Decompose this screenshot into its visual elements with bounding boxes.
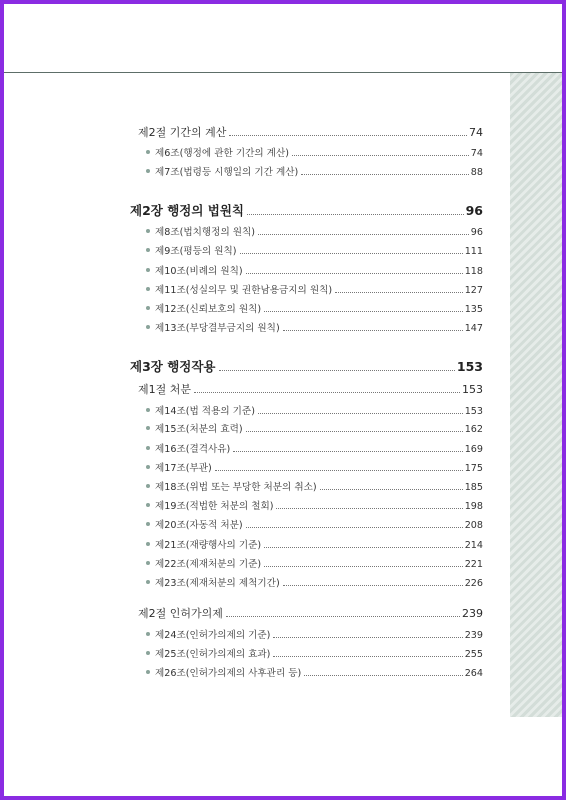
toc-entry-label bbox=[155, 145, 289, 159]
toc-entry-label bbox=[130, 201, 244, 219]
toc-entry-article[interactable] bbox=[146, 665, 483, 679]
toc-entry-article[interactable] bbox=[146, 646, 483, 660]
toc-entry-page-number: 255 bbox=[464, 649, 483, 660]
toc-entry-label bbox=[155, 164, 298, 178]
bullet-icon bbox=[146, 268, 150, 272]
toc-entry-page-number: 147 bbox=[464, 323, 483, 334]
toc-entry-label bbox=[138, 605, 223, 621]
bullet-icon bbox=[146, 287, 150, 291]
toc-entry-label bbox=[155, 263, 243, 277]
bullet-icon bbox=[146, 670, 150, 674]
toc-entry-text: 제26조(인허가의제의 사후관리 등) bbox=[155, 668, 302, 679]
toc-entry-page-number: 135 bbox=[464, 304, 483, 315]
toc-entry-chapter[interactable] bbox=[130, 357, 483, 375]
bullet-icon bbox=[146, 465, 150, 469]
toc-entry-page-number: 185 bbox=[464, 482, 483, 493]
toc-entry-label bbox=[155, 421, 243, 435]
toc-entry-section[interactable] bbox=[138, 124, 483, 140]
dot-leader bbox=[273, 637, 462, 638]
toc-entry-text: 제1절 처분 bbox=[138, 383, 191, 396]
toc-entry-label bbox=[155, 479, 317, 493]
bullet-icon bbox=[146, 325, 150, 329]
bullet-icon bbox=[146, 503, 150, 507]
toc-entry-text: 제13조(부당결부금지의 원칙) bbox=[155, 323, 280, 334]
bullet-icon bbox=[146, 561, 150, 565]
toc-entry-label bbox=[155, 498, 273, 512]
toc-entry-article[interactable] bbox=[146, 517, 483, 531]
dot-leader bbox=[229, 135, 467, 136]
toc-entry-article[interactable] bbox=[146, 145, 483, 159]
dot-leader bbox=[219, 370, 455, 371]
dot-leader bbox=[226, 616, 460, 617]
toc-entry-page-number: 153 bbox=[464, 406, 483, 417]
toc-entry-page-number: 162 bbox=[464, 424, 483, 435]
toc-entry-text: 제9조(평등의 원칙) bbox=[155, 246, 237, 257]
toc-entry-label bbox=[155, 665, 301, 679]
toc-entry-label bbox=[155, 646, 270, 660]
dot-leader bbox=[276, 508, 462, 509]
toc-entry-label bbox=[155, 537, 261, 551]
dot-leader bbox=[215, 470, 463, 471]
toc-entry-article[interactable] bbox=[146, 301, 483, 315]
toc-entry-label bbox=[155, 460, 212, 474]
toc-entry-article[interactable] bbox=[146, 263, 483, 277]
toc-entry-page-number: 221 bbox=[464, 559, 483, 570]
header-divider bbox=[4, 72, 562, 73]
dot-leader bbox=[301, 174, 469, 175]
dot-leader bbox=[246, 273, 463, 274]
toc-entry-page-number: 153 bbox=[456, 359, 483, 374]
toc-entry-page-number: 74 bbox=[470, 148, 483, 159]
toc-entry-label bbox=[130, 357, 216, 375]
toc-entry-article[interactable] bbox=[146, 479, 483, 493]
bullet-icon bbox=[146, 150, 150, 154]
bullet-icon bbox=[146, 484, 150, 488]
toc-entry-text: 제24조(인허가의제의 기준) bbox=[155, 630, 271, 641]
toc-entry-page-number: 264 bbox=[464, 668, 483, 679]
bullet-icon bbox=[146, 651, 150, 655]
toc-entry-chapter[interactable] bbox=[130, 201, 483, 219]
toc-entry-section[interactable] bbox=[138, 605, 483, 621]
toc-entry-label bbox=[155, 224, 255, 238]
dot-leader bbox=[246, 527, 463, 528]
dot-leader bbox=[320, 489, 463, 490]
toc-entry-page-number: 111 bbox=[464, 246, 483, 257]
toc-entry-article[interactable] bbox=[146, 282, 483, 296]
toc-entry-text: 제16조(결격사유) bbox=[155, 444, 231, 455]
dot-leader bbox=[240, 253, 463, 254]
toc-entry-label bbox=[155, 320, 280, 334]
toc-entry-page-number: 74 bbox=[469, 126, 483, 139]
dot-leader bbox=[283, 330, 463, 331]
toc-entry-text: 제2장 행정의 법원칙 bbox=[130, 203, 245, 218]
toc-entry-article[interactable] bbox=[146, 164, 483, 178]
bullet-icon bbox=[146, 426, 150, 430]
toc-entry-text: 제22조(제재처분의 기준) bbox=[155, 559, 262, 570]
toc-entry-page-number: 198 bbox=[464, 501, 483, 512]
toc-entry-page-number: 118 bbox=[464, 266, 483, 277]
toc-entry-label bbox=[155, 403, 255, 417]
toc-entry-text: 제10조(비례의 원칙) bbox=[155, 266, 243, 277]
bullet-icon bbox=[146, 446, 150, 450]
toc-entry-text: 제2절 기간의 계산 bbox=[138, 126, 227, 139]
toc-entry-text: 제25조(인허가의제의 효과) bbox=[155, 649, 271, 660]
dot-leader bbox=[258, 234, 469, 235]
bullet-icon bbox=[146, 542, 150, 546]
dot-leader bbox=[283, 585, 463, 586]
toc-entry-article[interactable] bbox=[146, 627, 483, 641]
toc-entry-text: 제8조(법치행정의 원칙) bbox=[155, 227, 256, 238]
toc-entry-article[interactable] bbox=[146, 556, 483, 570]
dot-leader bbox=[304, 675, 462, 676]
toc-entry-article[interactable] bbox=[146, 421, 483, 435]
toc-entry-label bbox=[155, 441, 230, 455]
toc-entry-label bbox=[155, 627, 270, 641]
toc-entry-page-number: 88 bbox=[470, 167, 483, 178]
toc-entry-article[interactable] bbox=[146, 320, 483, 334]
toc-entry-label bbox=[138, 381, 191, 397]
toc-entry-text: 제11조(성실의무 및 권한남용금지의 원칙) bbox=[155, 285, 333, 296]
toc-entry-section[interactable] bbox=[138, 381, 483, 397]
toc-entry-text: 제14조(법 적용의 기준) bbox=[155, 406, 255, 417]
dot-leader bbox=[233, 451, 462, 452]
toc-entry-text: 제21조(재량행사의 기준) bbox=[155, 540, 262, 551]
toc-entry-page-number: 96 bbox=[470, 227, 483, 238]
toc-entry-article[interactable] bbox=[146, 224, 483, 238]
toc-entry-page-number: 208 bbox=[464, 520, 483, 531]
toc-entry-page-number: 96 bbox=[465, 203, 483, 218]
toc-entry-text: 제23조(제재처분의 제척기간) bbox=[155, 578, 280, 589]
toc-entry-text: 제6조(행정에 관한 기간의 계산) bbox=[155, 148, 289, 159]
dot-leader bbox=[264, 566, 463, 567]
dot-leader bbox=[335, 292, 463, 293]
toc-entry-page-number: 153 bbox=[462, 383, 483, 396]
toc-entry-text: 제17조(부관) bbox=[155, 463, 212, 474]
toc-entry-text: 제18조(위법 또는 부당한 처분의 취소) bbox=[155, 482, 317, 493]
dot-leader bbox=[273, 656, 462, 657]
bullet-icon bbox=[146, 248, 150, 252]
toc-entry-label bbox=[155, 556, 261, 570]
toc-entry-article[interactable] bbox=[146, 403, 483, 417]
bullet-icon bbox=[146, 229, 150, 233]
toc-entry-label bbox=[155, 243, 237, 257]
toc-entry-page-number: 214 bbox=[464, 540, 483, 551]
bullet-icon bbox=[146, 580, 150, 584]
toc-entry-text: 제19조(적법한 처분의 철회) bbox=[155, 501, 274, 512]
dot-leader bbox=[258, 413, 463, 414]
toc-entry-page-number: 226 bbox=[464, 578, 483, 589]
toc-entry-text: 제20조(자동적 처분) bbox=[155, 520, 243, 531]
dot-leader bbox=[246, 431, 463, 432]
toc-entry-article[interactable] bbox=[146, 575, 483, 589]
bullet-icon bbox=[146, 306, 150, 310]
toc-entry-page-number: 169 bbox=[464, 444, 483, 455]
toc-entry-article[interactable] bbox=[146, 498, 483, 512]
bullet-icon bbox=[146, 169, 150, 173]
toc-entry-page-number: 175 bbox=[464, 463, 483, 474]
toc-entry-page-number: 239 bbox=[462, 607, 483, 620]
toc-entry-page-number: 127 bbox=[464, 285, 483, 296]
toc-entry-text: 제15조(처분의 효력) bbox=[155, 424, 243, 435]
toc-entry-article[interactable] bbox=[146, 460, 483, 474]
dot-leader bbox=[264, 547, 463, 548]
bullet-icon bbox=[146, 632, 150, 636]
dot-leader bbox=[194, 392, 460, 393]
toc-entry-label bbox=[155, 301, 261, 315]
dot-leader bbox=[292, 155, 469, 156]
toc-entry-text: 제12조(신뢰보호의 원칙) bbox=[155, 304, 262, 315]
toc-entry-text: 제3장 행정작용 bbox=[130, 359, 216, 374]
side-decorative-band bbox=[510, 73, 562, 717]
toc-entry-label bbox=[155, 282, 332, 296]
toc-entry-article[interactable] bbox=[146, 243, 483, 257]
toc-entry-text: 제7조(법령등 시행일의 기간 계산) bbox=[155, 167, 299, 178]
dot-leader bbox=[247, 214, 464, 215]
toc-entry-label bbox=[138, 124, 226, 140]
toc-entry-article[interactable] bbox=[146, 537, 483, 551]
toc-entry-text: 제2절 인허가의제 bbox=[138, 607, 223, 620]
dot-leader bbox=[264, 311, 463, 312]
toc-entry-label bbox=[155, 517, 243, 531]
toc-entry-label bbox=[155, 575, 280, 589]
bullet-icon bbox=[146, 408, 150, 412]
bullet-icon bbox=[146, 522, 150, 526]
toc-entry-article[interactable] bbox=[146, 441, 483, 455]
toc-entry-page-number: 239 bbox=[464, 630, 483, 641]
